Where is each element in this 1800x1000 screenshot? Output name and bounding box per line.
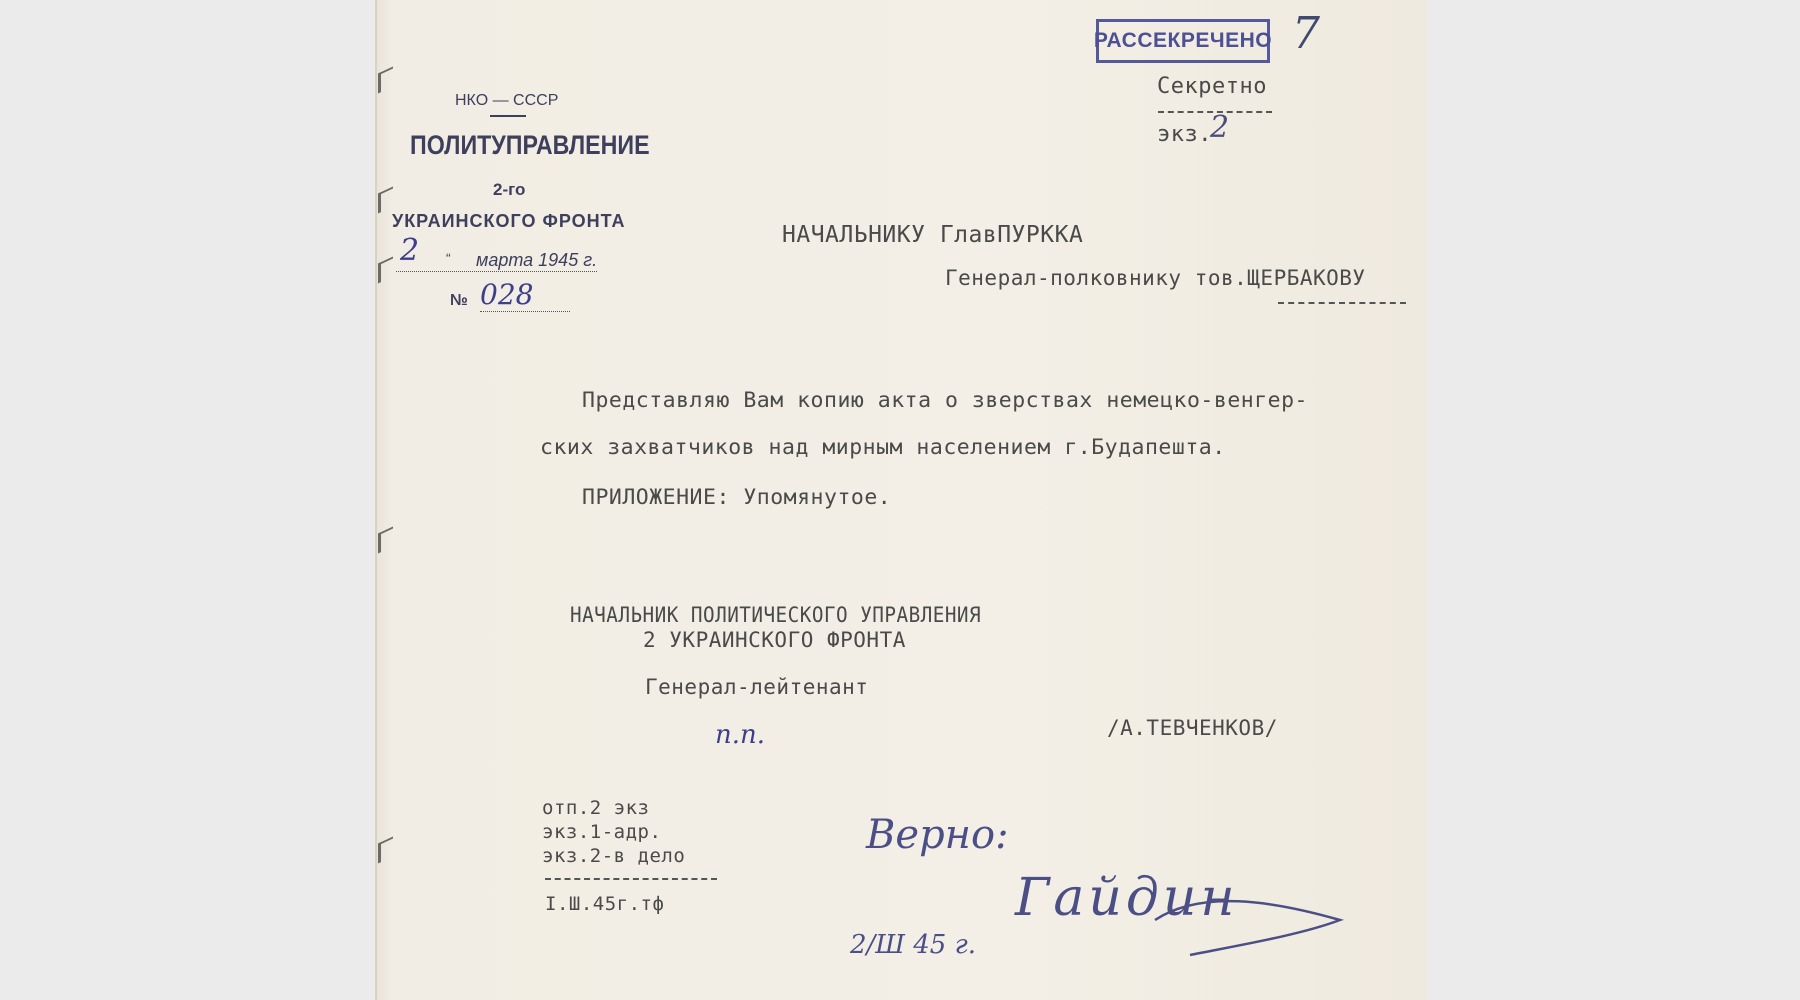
copy-number: 2: [1210, 110, 1230, 145]
distribution-line1: отп.2 экз: [542, 797, 650, 819]
addressee-line1: НАЧАЛЬНИКУ ГлавПУРККА: [782, 222, 1084, 248]
copy-label: экз.: [1157, 122, 1212, 147]
addressee-line2: Генерал-полковнику тов.ЩЕРБАКОВУ: [945, 266, 1366, 290]
signature-flourish: [1150, 880, 1350, 960]
stamp-department: ПОЛИТУПРАВЛЕНИЕ: [410, 130, 650, 160]
body-line1: Представляю Вам копию акта о зверствах немецко-венгер-: [582, 388, 1308, 413]
page-number: 7: [1292, 8, 1320, 59]
signatory-name: /А.ТЕВЧЕНКОВ/: [1107, 716, 1278, 740]
addressee-underline: [1278, 302, 1406, 304]
stamp-number-prefix: №: [450, 292, 468, 309]
handwritten-number: 028: [480, 278, 570, 312]
declassified-stamp: РАССЕКРЕЧЕНО: [1096, 19, 1270, 63]
stamp-date: марта 1945 г.: [396, 250, 597, 272]
handwritten-day: 2: [400, 233, 420, 268]
signature-pp: п.п.: [715, 720, 766, 750]
distribution-divider: [545, 878, 717, 880]
signatory-rank: Генерал-лейтенант: [645, 675, 869, 699]
signatory-title1: НАЧАЛЬНИК ПОЛИТИЧЕСКОГО УПРАВЛЕНИЯ: [570, 603, 982, 627]
stamp-unit-name: УКРАИНСКОГО ФРОНТА: [392, 211, 626, 231]
signatory-title2: 2 УКРАИНСКОГО ФРОНТА: [643, 628, 906, 652]
handwritten-signature: Гайдин: [1015, 868, 1239, 928]
handwritten-date: 2/Ш 45 г.: [850, 930, 976, 960]
handwritten-verno: Верно:: [866, 812, 1009, 858]
stamp-unit-number: 2-го: [493, 180, 526, 199]
body-line2: ских захватчиков над мирным населением г.Будапешта.: [540, 435, 1226, 460]
attachment-line: ПРИЛОЖЕНИЕ: Упомянутое.: [582, 485, 892, 510]
distribution-line3: экз.2-в дело: [542, 845, 686, 867]
classification-label: Секретно: [1157, 74, 1267, 99]
distribution-line4: I.Ш.45г.тф: [545, 893, 665, 915]
stamp-agency: НКО — СССР: [455, 92, 559, 109]
stamp-quote: “: [446, 250, 451, 266]
distribution-line2: экз.1-адр.: [542, 821, 662, 843]
stamp-divider: [490, 115, 526, 117]
